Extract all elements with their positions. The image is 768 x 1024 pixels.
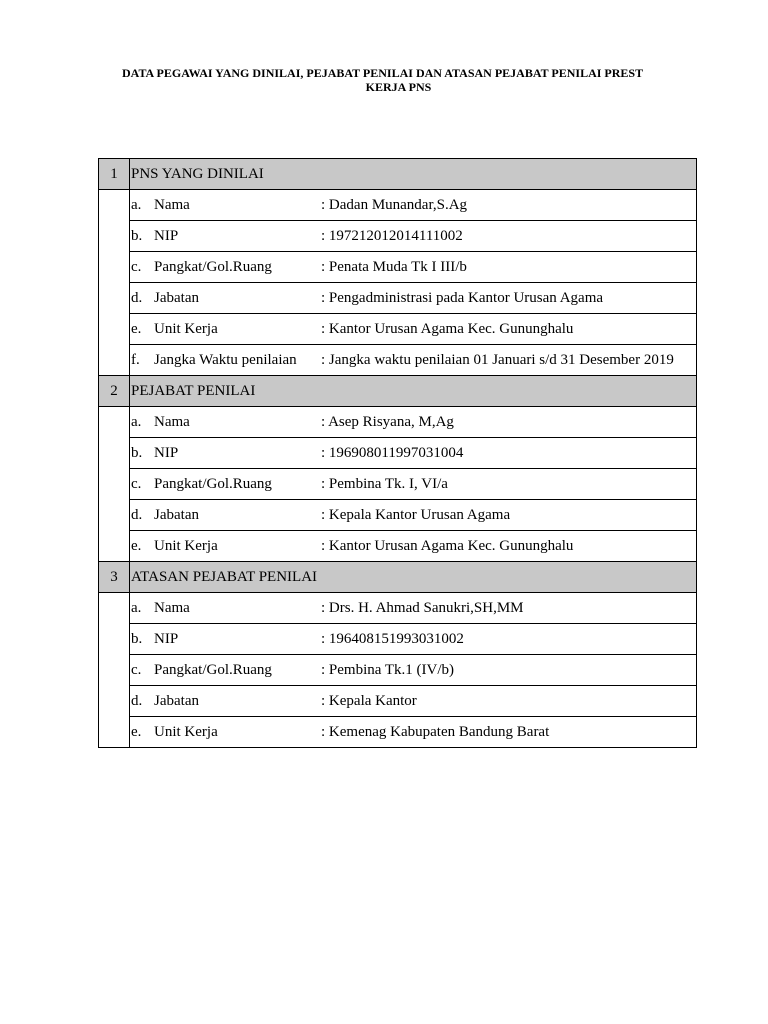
row-content-cell — [130, 593, 697, 624]
field-label: Pangkat/Gol.Ruang — [154, 475, 272, 492]
field-label: Jabatan — [154, 692, 199, 709]
row-content-cell — [130, 655, 697, 686]
field-label: Nama — [154, 196, 190, 213]
row-content-cell — [130, 624, 697, 655]
field-value: : 196908011997031004 — [321, 444, 464, 461]
blank-number-cell — [99, 252, 130, 283]
table-row — [99, 345, 697, 376]
row-content-cell — [130, 314, 697, 345]
field-label: Unit Kerja — [154, 723, 218, 740]
table-row — [99, 190, 697, 221]
field-label: Unit Kerja — [154, 537, 218, 554]
table-row — [99, 438, 697, 469]
table-row — [99, 252, 697, 283]
field-value: : Kantor Urusan Agama Kec. Gununghalu — [321, 537, 574, 554]
row-letter: a. — [131, 196, 142, 213]
field-value: : Pengadministrasi pada Kantor Urusan Agama — [321, 289, 604, 306]
blank-number-cell — [99, 531, 130, 562]
row-letter: a. — [131, 413, 142, 430]
blank-number-cell — [99, 500, 130, 531]
field-value: : Kepala Kantor — [321, 692, 417, 709]
section-header-row — [99, 562, 697, 593]
blank-number-cell — [99, 655, 130, 686]
field-value: : Pembina Tk.1 (IV/b) — [321, 661, 455, 678]
section-number: 1 — [99, 159, 130, 190]
row-letter: e. — [131, 320, 142, 337]
row-content-cell — [130, 500, 697, 531]
section-heading: ATASAN PEJABAT PENILAI — [130, 562, 697, 593]
field-label: Jangka Waktu penilaian — [154, 351, 297, 368]
table-row — [99, 717, 697, 748]
blank-number-cell — [99, 717, 130, 748]
table-row — [99, 686, 697, 717]
row-letter: d. — [131, 692, 143, 709]
table-row — [99, 407, 697, 438]
field-value: : 197212012014111002 — [321, 227, 463, 244]
field-value: : Kantor Urusan Agama Kec. Gununghalu — [321, 320, 574, 337]
row-content-cell — [130, 531, 697, 562]
row-content-cell — [130, 190, 697, 221]
field-label: Unit Kerja — [154, 320, 218, 337]
row-content-cell — [130, 686, 697, 717]
field-value: : Dadan Munandar,S.Ag — [321, 196, 468, 213]
section-heading: PNS YANG DINILAI — [130, 159, 697, 190]
field-label: Nama — [154, 599, 190, 616]
section-header-row — [99, 159, 697, 190]
section-heading: PEJABAT PENILAI — [130, 376, 697, 407]
table-row — [99, 221, 697, 252]
field-label: NIP — [154, 444, 179, 461]
field-value: : Asep Risyana, M,Ag — [321, 413, 454, 430]
row-letter: b. — [131, 227, 143, 244]
section-number: 2 — [99, 376, 130, 407]
row-content-cell — [130, 469, 697, 500]
table-row — [99, 469, 697, 500]
blank-number-cell — [99, 593, 130, 624]
row-letter: c. — [131, 661, 142, 678]
blank-number-cell — [99, 686, 130, 717]
row-letter: c. — [131, 258, 142, 275]
row-content-cell — [130, 438, 697, 469]
row-letter: e. — [131, 537, 142, 554]
table-row — [99, 500, 697, 531]
blank-number-cell — [99, 190, 130, 221]
field-label: Jabatan — [154, 289, 199, 306]
employee-data-table — [98, 158, 697, 748]
document-title — [100, 66, 697, 94]
table-row — [99, 655, 697, 686]
table-row — [99, 283, 697, 314]
section-number: 3 — [99, 562, 130, 593]
row-content-cell — [130, 283, 697, 314]
blank-number-cell — [99, 283, 130, 314]
field-value: : 196408151993031002 — [321, 630, 464, 647]
field-value: : Kemenag Kabupaten Bandung Barat — [321, 723, 550, 740]
blank-number-cell — [99, 221, 130, 252]
table-row — [99, 593, 697, 624]
row-content-cell — [130, 345, 697, 376]
blank-number-cell — [99, 314, 130, 345]
row-content-cell — [130, 252, 697, 283]
field-label: Pangkat/Gol.Ruang — [154, 258, 272, 275]
field-label: Jabatan — [154, 506, 199, 523]
table-row — [99, 314, 697, 345]
blank-number-cell — [99, 624, 130, 655]
field-label: NIP — [154, 227, 179, 244]
field-label: Nama — [154, 413, 190, 430]
row-content-cell — [130, 717, 697, 748]
row-letter: c. — [131, 475, 142, 492]
field-value: : Jangka waktu penilaian 01 Januari s/d 31 Desember 2019 — [321, 351, 674, 368]
row-content-cell — [130, 407, 697, 438]
field-value: : Drs. H. Ahmad Sanukri,SH,MM — [321, 599, 524, 616]
blank-number-cell — [99, 407, 130, 438]
field-value: : Penata Muda Tk I III/b — [321, 258, 467, 275]
row-letter: e. — [131, 723, 142, 740]
row-letter: d. — [131, 506, 143, 523]
blank-number-cell — [99, 438, 130, 469]
title-line-2: KERJA PNS — [365, 80, 432, 94]
title-line-1: DATA PEGAWAI YANG DINILAI, PEJABAT PENILAI DAN ATASAN PEJABAT PENILAI PREST — [122, 66, 644, 80]
row-letter: a. — [131, 599, 142, 616]
blank-number-cell — [99, 345, 130, 376]
row-letter: f. — [131, 351, 140, 368]
section-header-row — [99, 376, 697, 407]
field-label: NIP — [154, 630, 179, 647]
field-value: : Pembina Tk. I, VI/a — [321, 475, 448, 492]
row-content-cell — [130, 221, 697, 252]
table-row — [99, 531, 697, 562]
row-letter: d. — [131, 289, 143, 306]
blank-number-cell — [99, 469, 130, 500]
row-letter: b. — [131, 444, 143, 461]
row-letter: b. — [131, 630, 143, 647]
table-row — [99, 624, 697, 655]
field-value: : Kepala Kantor Urusan Agama — [321, 506, 511, 523]
field-label: Pangkat/Gol.Ruang — [154, 661, 272, 678]
